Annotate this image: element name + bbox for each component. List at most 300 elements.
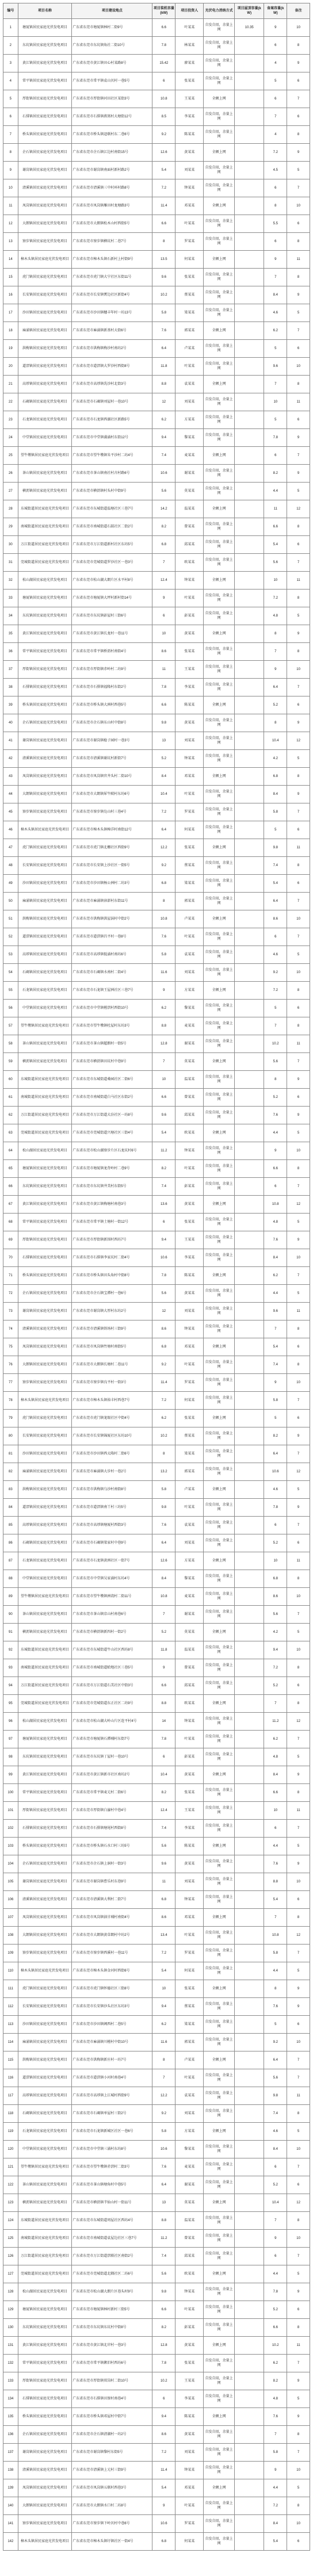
cell-filed-capacity: 9 (264, 1142, 287, 1160)
cell-filed-capacity: 5.4 (264, 2533, 287, 2551)
cell-investor: 温某某 (175, 2212, 204, 2230)
cell-location: 广东省东莞市大朗镇犀牛陂村东坊6号 (72, 786, 152, 803)
table-row (3, 625, 310, 643)
cell-index: 86 (3, 1534, 18, 1552)
cell-filed-capacity: 6.2 (264, 1731, 287, 1748)
cell-filed-capacity: 5 (264, 1000, 287, 1017)
cell-roof-capacity (235, 179, 264, 197)
cell-roof-capacity (235, 2533, 264, 2551)
cell-index: 62 (3, 1107, 18, 1124)
cell-consumption: 自发自用，余量上网 (204, 1855, 235, 1873)
cell-capacity: 6.6 (152, 696, 175, 714)
cell-roof-capacity (235, 518, 264, 536)
cell-project-name: 寮步镇居民家庭光伏发电项目 (18, 2515, 72, 2533)
cell-project-name: 石排镇居民家庭光伏发电项目 (18, 679, 72, 696)
cell-investor: 陈某某 (175, 696, 204, 714)
cell-roof-capacity (235, 1392, 264, 1410)
table-row (3, 411, 310, 429)
cell-filed-capacity: 7.2 (264, 2497, 287, 2515)
cell-investor: 叶某某 (175, 215, 204, 233)
header-roof-capacity: 项目屋顶容量(kW) (235, 3, 264, 19)
table-row (3, 1017, 310, 1035)
cell-location: 广东省东莞市虎门镇龙眼社区中街4号 (72, 1410, 152, 1427)
cell-index: 38 (3, 679, 18, 696)
cell-roof-capacity (235, 786, 264, 803)
cell-consumption: 自发自用，余量上网 (204, 2426, 235, 2444)
cell-location: 广东省东莞市凤岗镇官井头村二街10号 (72, 768, 152, 786)
cell-consumption: 全额上网 (204, 144, 235, 162)
cell-consumption: 自发自用，余量上网 (204, 1463, 235, 1481)
cell-project-name: 谢岗镇居民家庭光伏发电项目 (18, 732, 72, 750)
cell-capacity: 10.8 (152, 910, 175, 928)
cell-remark: 9 (287, 1998, 310, 2016)
cell-capacity: 6.8 (152, 875, 175, 893)
cell-capacity: 11 (152, 661, 175, 679)
cell-consumption: 全额上网 (204, 376, 235, 393)
cell-location: 广东省东莞市谢岗镇稔子园村一巷3号 (72, 732, 152, 750)
cell-consumption: 自发自用，余量上网 (204, 358, 235, 376)
cell-filed-capacity: 8.4 (264, 2515, 287, 2533)
table-row (3, 2123, 310, 2141)
cell-location: 广东省东莞市厚街镇赤岭村二坊9号 (72, 661, 152, 679)
cell-location: 广东省东莞市桥头镇邓屋村中街7号 (72, 2408, 152, 2426)
cell-project-name: 大朗镇居民家庭光伏发电项目 (18, 1356, 72, 1374)
cell-roof-capacity (235, 1445, 264, 1463)
cell-roof-capacity (235, 1356, 264, 1374)
cell-location: 广东省东莞市长安镇沙头社区东坊3号 (72, 1998, 152, 2016)
table-header-row (3, 3, 310, 19)
cell-index: 94 (3, 1677, 18, 1695)
cell-project-name: 洪梅镇居民家庭光伏发电项目 (18, 340, 72, 358)
cell-index: 102 (3, 1820, 18, 1838)
cell-location: 广东省东莞市常平镇麦元村二街6号 (72, 1784, 152, 1802)
cell-roof-capacity (235, 803, 264, 821)
cell-filed-capacity: 10.2 (264, 2337, 287, 2355)
cell-location: 广东省东莞市南城街道石鼓社区二街2号 (72, 518, 152, 536)
cell-consumption: 全额上网 (204, 572, 235, 590)
table-body (3, 19, 310, 2551)
cell-filed-capacity: 6 (264, 2248, 287, 2265)
cell-index: 135 (3, 2408, 18, 2426)
cell-project-name: 道滘镇居民家庭光伏发电项目 (18, 358, 72, 376)
cell-remark: 10 (287, 2462, 310, 2479)
header-investor: 项目投资人 (175, 3, 204, 19)
cell-remark: 8 (287, 233, 310, 251)
cell-capacity: 7.2 (152, 1945, 175, 1962)
cell-roof-capacity (235, 1713, 264, 1731)
cell-roof-capacity (235, 2087, 264, 2105)
cell-capacity: 10 (152, 625, 175, 643)
cell-filed-capacity: 9.8 (264, 2087, 287, 2105)
cell-investor: 李某某 (175, 679, 204, 696)
cell-remark: 8 (287, 518, 310, 536)
cell-capacity: 7 (152, 1053, 175, 1071)
cell-remark: 5 (287, 304, 310, 322)
cell-capacity: 7.2 (152, 1392, 175, 1410)
cell-roof-capacity (235, 2051, 264, 2069)
cell-consumption: 自发自用，余量上网 (204, 162, 235, 179)
cell-filed-capacity: 4.6 (264, 1481, 287, 1499)
cell-remark: 11 (287, 1035, 310, 1053)
cell-location: 广东省东莞市茶山镇超朗村一街5号 (72, 1035, 152, 1053)
cell-filed-capacity: 5.6 (264, 1606, 287, 1624)
cell-index: 48 (3, 857, 18, 875)
cell-project-name: 谢岗镇居民家庭光伏发电项目 (18, 1303, 72, 1320)
cell-filed-capacity: 10.2 (264, 1035, 287, 1053)
cell-filed-capacity: 7.4 (264, 857, 287, 875)
cell-location: 广东省东莞市石碣镇梁家村中巷9号 (72, 1534, 152, 1552)
cell-roof-capacity (235, 1214, 264, 1231)
cell-remark: 7 (287, 2355, 310, 2372)
cell-project-name: 黄江镇居民家庭光伏发电项目 (18, 1196, 72, 1214)
cell-capacity: 5.2 (152, 750, 175, 768)
cell-remark: 12 (287, 2194, 310, 2212)
cell-roof-capacity (235, 1053, 264, 1071)
cell-consumption: 自发自用，余量上网 (204, 1107, 235, 1124)
cell-project-name: 塘厦镇居民家庭光伏发电项目 (18, 1731, 72, 1748)
cell-roof-capacity (235, 2444, 264, 2462)
cell-project-name: 大朗镇居民家庭光伏发电项目 (18, 1927, 72, 1945)
table-row (3, 1624, 310, 1641)
cell-location: 广东省东莞市石排镇田寮村南巷4号 (72, 2390, 152, 2408)
table-row (3, 2158, 310, 2176)
cell-remark: 8 (287, 2105, 310, 2123)
cell-capacity: 6.8 (152, 2533, 175, 2551)
cell-roof-capacity (235, 1624, 264, 1641)
cell-consumption: 自发自用，余量上网 (204, 1570, 235, 1588)
cell-remark: 7 (287, 322, 310, 340)
cell-roof-capacity (235, 1338, 264, 1356)
cell-filed-capacity: 5 (264, 1410, 287, 1427)
cell-project-name: 谢岗镇居民家庭光伏发电项目 (18, 2444, 72, 2462)
cell-investor: 卢某某 (175, 1481, 204, 1499)
cell-index: 56 (3, 1000, 18, 1017)
cell-location: 广东省东莞市洪梅镇洪屋涡村中街2号 (72, 910, 152, 928)
cell-remark: 7 (287, 1445, 310, 1463)
cell-roof-capacity (235, 1677, 264, 1695)
cell-remark: 7 (287, 803, 310, 821)
cell-investor: 彭某某 (175, 1748, 204, 1766)
cell-location: 广东省东莞市石碣镇水南村二街4号 (72, 964, 152, 982)
cell-filed-capacity: 5.8 (264, 1392, 287, 1410)
cell-capacity: 6.2 (152, 2016, 175, 2034)
cell-investor: 李某某 (175, 108, 204, 126)
cell-capacity: 12.6 (152, 1552, 175, 1570)
cell-remark: 7 (287, 2051, 310, 2069)
cell-capacity: 9 (152, 2497, 175, 2515)
cell-filed-capacity: 9.2 (264, 964, 287, 982)
cell-location: 广东省东莞市道滘镇大罗沙村西街8号 (72, 358, 152, 376)
cell-investor: 张某某 (175, 72, 204, 90)
cell-project-name: 樟木头镇居民家庭光伏发电项目 (18, 251, 72, 269)
cell-filed-capacity: 5 (264, 821, 287, 839)
cell-consumption: 全额上网 (204, 1909, 235, 1927)
cell-capacity: 12 (152, 1303, 175, 1320)
cell-consumption: 自发自用，余量上网 (204, 1303, 235, 1320)
table-row (3, 1713, 310, 1731)
cell-capacity: 8 (152, 2051, 175, 2069)
cell-investor: 叶某某 (175, 590, 204, 607)
table-row (3, 964, 310, 982)
cell-location: 广东省东莞市清溪镇三中村环村路8号 (72, 179, 152, 197)
table-row (3, 393, 310, 411)
cell-location: 广东省东莞市谢岗镇黎村东街5号 (72, 2444, 152, 2462)
cell-consumption: 全额上网 (204, 197, 235, 215)
cell-investor: 刘某某 (175, 964, 204, 982)
cell-filed-capacity: 6 (264, 1820, 287, 1838)
cell-capacity: 7.4 (152, 2248, 175, 2265)
cell-investor: 梁某某 (175, 304, 204, 322)
cell-project-name: 洪梅镇居民家庭光伏发电项目 (18, 1481, 72, 1499)
cell-filed-capacity: 8.2 (264, 1427, 287, 1445)
cell-remark: 10 (287, 661, 310, 679)
cell-consumption: 全额上网 (204, 768, 235, 786)
cell-roof-capacity: 10.35 (235, 19, 264, 37)
cell-consumption: 自发自用，余量上网 (204, 964, 235, 982)
cell-investor: 张某某 (175, 1214, 204, 1231)
cell-project-name: 黄江镇居民家庭光伏发电项目 (18, 55, 72, 72)
cell-project-name: 长安镇居民家庭光伏发电项目 (18, 1998, 72, 2016)
cell-project-name: 东城街道居民家庭光伏发电项目 (18, 500, 72, 518)
cell-consumption: 自发自用，余量上网 (204, 1873, 235, 1891)
cell-remark: 9 (287, 144, 310, 162)
cell-roof-capacity (235, 625, 264, 643)
cell-roof-capacity (235, 90, 264, 108)
cell-capacity: 7.6 (152, 928, 175, 946)
table-row (3, 1695, 310, 1713)
cell-index: 6 (3, 108, 18, 126)
cell-project-name: 莞城街道居民家庭光伏发电项目 (18, 554, 72, 572)
cell-location: 广东省东莞市清溪镇上元村三街9号 (72, 2462, 152, 2479)
cell-consumption: 自发自用，余量上网 (204, 393, 235, 411)
cell-roof-capacity (235, 55, 264, 72)
cell-index: 114 (3, 2034, 18, 2051)
cell-roof-capacity (235, 1873, 264, 1891)
cell-roof-capacity (235, 1427, 264, 1445)
cell-index: 72 (3, 1285, 18, 1303)
cell-index: 54 (3, 964, 18, 982)
table-row (3, 358, 310, 376)
table-row (3, 1053, 310, 1071)
cell-capacity: 9.2 (152, 857, 175, 875)
cell-filed-capacity: 6.6 (264, 1784, 287, 1802)
cell-capacity: 8.2 (152, 1784, 175, 1802)
cell-location: 广东省东莞市茶山镇塘角村中巷5号 (72, 2176, 152, 2194)
cell-index: 78 (3, 1392, 18, 1410)
cell-roof-capacity (235, 1303, 264, 1320)
table-row (3, 536, 310, 554)
table-row (3, 696, 310, 714)
cell-location: 广东省东莞市道滘镇小河村南巷4号 (72, 2069, 152, 2087)
cell-project-name: 企石镇居民家庭光伏发电项目 (18, 714, 72, 732)
table-row (3, 162, 310, 179)
cell-project-name: 寮步镇居民家庭光伏发电项目 (18, 1945, 72, 1962)
cell-consumption: 自发自用，余量上网 (204, 465, 235, 483)
cell-filed-capacity: 6 (264, 928, 287, 946)
header-location: 项目建设地点 (72, 3, 152, 19)
cell-location: 广东省东莞市厚街镇双岗村二街10号 (72, 2372, 152, 2390)
cell-consumption: 全额上网 (204, 447, 235, 465)
cell-investor: 郭某某 (175, 893, 204, 910)
cell-consumption: 自发自用，余量上网 (204, 286, 235, 304)
cell-index: 25 (3, 447, 18, 465)
cell-location: 广东省东莞市莞城街道北隅社区二坊6号 (72, 2265, 152, 2283)
cell-remark: 6 (287, 821, 310, 839)
table-row (3, 72, 310, 90)
cell-index: 36 (3, 643, 18, 661)
cell-location: 广东省东莞市石排镇塘尾村西街8号 (72, 1820, 152, 1838)
table-row (3, 1552, 310, 1570)
cell-remark: 10 (287, 2230, 310, 2248)
cell-remark: 6 (287, 340, 310, 358)
table-row (3, 572, 310, 590)
cell-consumption: 自发自用，余量上网 (204, 37, 235, 55)
cell-filed-capacity: 7.2 (264, 590, 287, 607)
cell-index: 26 (3, 465, 18, 483)
cell-capacity: 7 (152, 554, 175, 572)
table-row (3, 2533, 310, 2551)
cell-investor: 钟某某 (175, 2462, 204, 2479)
cell-consumption: 自发自用，余量上网 (204, 55, 235, 72)
cell-consumption: 自发自用，余量上网 (204, 1731, 235, 1748)
cell-capacity: 12.8 (152, 1035, 175, 1053)
cell-roof-capacity (235, 554, 264, 572)
cell-project-name: 企石镇居民家庭光伏发电项目 (18, 1285, 72, 1303)
cell-project-name: 中堂镇居民家庭光伏发电项目 (18, 2141, 72, 2158)
cell-project-name: 黄江镇居民家庭光伏发电项目 (18, 2337, 72, 2355)
cell-project-name: 南城街道居民家庭光伏发电项目 (18, 518, 72, 536)
cell-location: 广东省东莞市松山湖大朗片区水平村8号 (72, 572, 152, 590)
cell-project-name: 横沥镇居民家庭光伏发电项目 (18, 1624, 72, 1641)
cell-capacity: 6 (152, 607, 175, 625)
cell-index: 32 (3, 572, 18, 590)
cell-capacity: 7.8 (152, 37, 175, 55)
cell-capacity: 9.6 (152, 269, 175, 286)
cell-investor: 陈某某 (175, 1838, 204, 1855)
cell-consumption: 自发自用，余量上网 (204, 875, 235, 893)
cell-consumption: 自发自用，余量上网 (204, 821, 235, 839)
cell-investor: 谢某某 (175, 2176, 204, 2194)
cell-project-name: 万江街道居民家庭光伏发电项目 (18, 1677, 72, 1695)
cell-project-name: 虎门镇居民家庭光伏发电项目 (18, 1980, 72, 1998)
cell-filed-capacity: 8.4 (264, 1766, 287, 1784)
cell-roof-capacity (235, 411, 264, 429)
cell-roof-capacity (235, 875, 264, 893)
cell-index: 119 (3, 2123, 18, 2141)
cell-roof-capacity (235, 1249, 264, 1267)
cell-index: 3 (3, 55, 18, 72)
table-row (3, 55, 310, 72)
cell-index: 122 (3, 2176, 18, 2194)
cell-filed-capacity: 7.6 (264, 1231, 287, 1249)
cell-index: 110 (3, 1962, 18, 1980)
table-row (3, 1909, 310, 1927)
cell-consumption: 全额上网 (204, 1196, 235, 1214)
cell-consumption: 全额上网 (204, 90, 235, 108)
cell-remark: 9 (287, 1499, 310, 1517)
cell-investor: 陈某某 (175, 126, 204, 144)
cell-project-name: 东坑镇居民家庭光伏发电项目 (18, 1748, 72, 1766)
cell-filed-capacity: 7 (264, 1320, 287, 1338)
cell-location: 广东省东莞市常平镇土塘村一街12号 (72, 1214, 152, 1231)
cell-capacity: 9 (152, 982, 175, 1000)
cell-index: 118 (3, 2105, 18, 2123)
cell-project-name: 石龙镇居民家庭光伏发电项目 (18, 411, 72, 429)
cell-remark: 9 (287, 465, 310, 483)
cell-investor: 钟某某 (175, 1320, 204, 1338)
cell-location: 广东省东莞市常平镇漱旧村西坊6号 (72, 2355, 152, 2372)
cell-investor: 邱某某 (175, 1677, 204, 1695)
cell-roof-capacity (235, 2408, 264, 2426)
cell-roof-capacity (235, 1231, 264, 1249)
cell-investor: 罗某某 (175, 1945, 204, 1962)
cell-remark: 11 (287, 2337, 310, 2355)
table-row (3, 251, 310, 269)
cell-capacity: 6.8 (152, 536, 175, 554)
cell-consumption: 自发自用，余量上网 (204, 1445, 235, 1463)
table-row (3, 1606, 310, 1624)
cell-index: 9 (3, 162, 18, 179)
cell-consumption: 全额上网 (204, 1980, 235, 1998)
cell-remark: 6 (287, 215, 310, 233)
cell-project-name: 万江街道居民家庭光伏发电项目 (18, 2248, 72, 2265)
cell-consumption: 全额上网 (204, 2051, 235, 2069)
table-row (3, 483, 310, 500)
cell-roof-capacity (235, 2497, 264, 2515)
cell-consumption: 自发自用，余量上网 (204, 2462, 235, 2479)
cell-roof-capacity (235, 750, 264, 768)
cell-location: 广东省东莞市企石镇上洞村一街3号 (72, 1855, 152, 1873)
table-row (3, 2444, 310, 2462)
cell-remark: 12 (287, 1927, 310, 1945)
cell-location: 广东省东莞市松山湖大岭山片区连平村4号 (72, 1713, 152, 1731)
cell-index: 100 (3, 1784, 18, 1802)
cell-location: 广东省东莞市桥头镇石水口村三坊5号 (72, 1838, 152, 1855)
cell-investor: 卢某某 (175, 910, 204, 928)
cell-capacity: 5.6 (152, 2265, 175, 2283)
cell-project-name: 望牛墩镇居民家庭光伏发电项目 (18, 447, 72, 465)
cell-remark: 5 (287, 162, 310, 179)
cell-roof-capacity (235, 1481, 264, 1499)
cell-location: 广东省东莞市石碣镇单屋村三街2号 (72, 2105, 152, 2123)
cell-location: 广东省东莞市高埗镇上江城村西街9号 (72, 2087, 152, 2105)
cell-project-name: 沙田镇居民家庭光伏发电项目 (18, 304, 72, 322)
cell-roof-capacity (235, 607, 264, 625)
cell-roof-capacity (235, 500, 264, 518)
cell-filed-capacity: 6 (264, 447, 287, 465)
cell-consumption: 自发自用，余量上网 (204, 429, 235, 447)
cell-filed-capacity: 8 (264, 714, 287, 732)
cell-remark: 8 (287, 1695, 310, 1713)
cell-filed-capacity: 6 (264, 179, 287, 197)
cell-remark: 8 (287, 982, 310, 1000)
cell-capacity: 9.2 (152, 2105, 175, 2123)
cell-location: 广东省东莞市高埗镇低涌村南坊6号 (72, 946, 152, 964)
cell-investor: 方某某 (175, 411, 204, 429)
cell-index: 15 (3, 269, 18, 286)
cell-remark: 10 (287, 1374, 310, 1392)
cell-consumption: 自发自用，余量上网 (204, 1499, 235, 1517)
cell-index: 51 (3, 910, 18, 928)
cell-filed-capacity: 5.8 (264, 2444, 287, 2462)
cell-location: 广东省东莞市凤岗镇五联村西巷3号 (72, 2479, 152, 2497)
cell-roof-capacity (235, 1855, 264, 1873)
cell-location: 广东省东莞市东坑镇角社二街10号 (72, 37, 152, 55)
cell-project-name: 莞城街道居民家庭光伏发电项目 (18, 1124, 72, 1142)
cell-remark: 6 (287, 696, 310, 714)
cell-index: 59 (3, 1053, 18, 1071)
cell-consumption: 全额上网 (204, 1624, 235, 1641)
